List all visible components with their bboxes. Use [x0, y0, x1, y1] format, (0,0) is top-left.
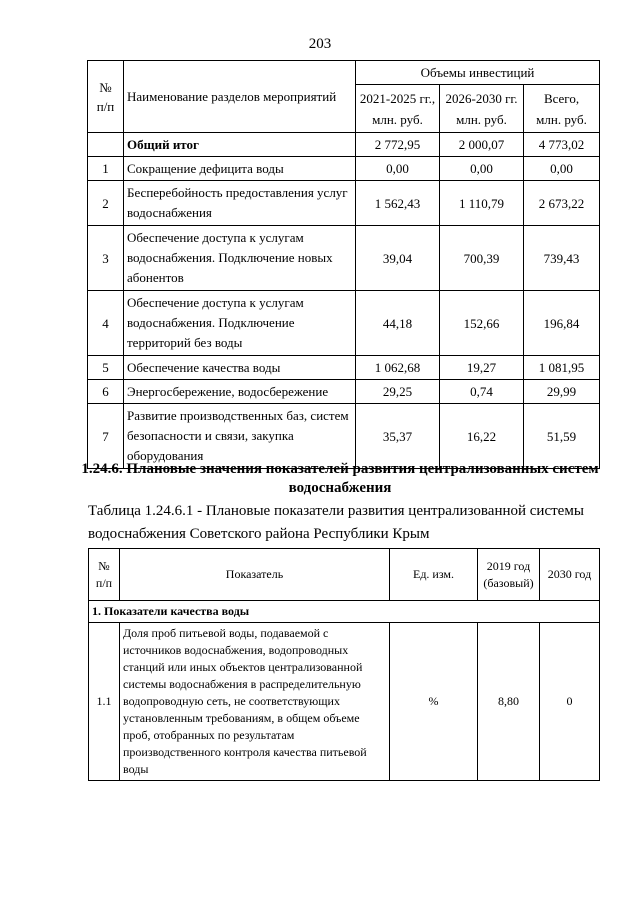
- row-p1: 29,25: [356, 380, 440, 404]
- header-volumes: Объемы инвестиций: [356, 61, 600, 85]
- row-p2: 19,27: [440, 356, 524, 380]
- section-heading: 1.24.6. Плановые значения показателей развития централизованных систем водоснабжения: [81, 461, 599, 496]
- row-target: 0: [540, 623, 600, 781]
- row-indicator: Доля проб питьевой воды, подаваемой с источников водоснабжения, водопроводных станций или иных объектов централизованной системы водоснабжения в распределительную водопроводную сеть, не соответствующих установленным требованиям, в общем объеме проб, отобранных по результатам производственного контроля качества питьевой воды: [120, 623, 390, 781]
- row-unit: %: [390, 623, 478, 781]
- row-p1: 0,00: [356, 157, 440, 181]
- row-total: 1 081,95: [524, 356, 600, 380]
- total-row-label: Общий итог: [124, 133, 356, 157]
- row-p1: 1 562,43: [356, 181, 440, 226]
- row-name: Бесперебойность предоставления услуг водоснабжения: [124, 181, 356, 226]
- table-row: [88, 181, 600, 226]
- row-total: 0,00: [524, 157, 600, 181]
- row-num: 7: [88, 404, 124, 469]
- table-row: [88, 226, 600, 291]
- section-title: 1. Показатели качества воды: [89, 601, 600, 623]
- row-p2: 152,66: [440, 291, 524, 356]
- header-period1: 2021-2025 гг., млн. руб.: [356, 85, 440, 133]
- row-num: 1.1: [89, 623, 120, 781]
- header-period2: 2026-2030 гг. млн. руб.: [440, 85, 524, 133]
- header-num: № п/п: [89, 549, 120, 601]
- row-name: Обеспечение качества воды: [124, 356, 356, 380]
- row-total: 51,59: [524, 404, 600, 469]
- header-name: Наименование разделов мероприятий: [124, 61, 356, 133]
- row-base: 8,80: [478, 623, 540, 781]
- row-p2: 700,39: [440, 226, 524, 291]
- row-name: Сокращение дефицита воды: [124, 157, 356, 181]
- row-total: 2 673,22: [524, 181, 600, 226]
- indicator-table: [88, 548, 600, 781]
- investment-table: [87, 60, 600, 469]
- header-num: № п/п: [88, 61, 124, 133]
- row-name: Обеспечение доступа к услугам водоснабжения. Подключение территорий без воды: [124, 291, 356, 356]
- row-num: 1: [88, 157, 124, 181]
- total-row-total: 4 773,02: [524, 133, 600, 157]
- row-num: 4: [88, 291, 124, 356]
- row-num: 2: [88, 181, 124, 226]
- header-unit: Ед. изм.: [390, 549, 478, 601]
- row-total: 739,43: [524, 226, 600, 291]
- header-target-year: 2030 год: [540, 549, 600, 601]
- row-name: Развитие производственных баз, систем безопасности и связи, закупка оборудования: [124, 404, 356, 469]
- table-row: [88, 356, 600, 380]
- row-p1: 44,18: [356, 291, 440, 356]
- row-p2: 0,00: [440, 157, 524, 181]
- table-caption: Таблица 1.24.6.1 - Плановые показатели развития централизованной системы водоснабжения Советского района Республики Крым: [88, 503, 584, 542]
- table-row: [89, 623, 600, 781]
- page-number: 203: [308, 36, 332, 52]
- row-name: Энергосбережение, водосбережение: [124, 380, 356, 404]
- row-p1: 39,04: [356, 226, 440, 291]
- row-total: 29,99: [524, 380, 600, 404]
- header-indicator: Показатель: [120, 549, 390, 601]
- row-p1: 1 062,68: [356, 356, 440, 380]
- table-row: [88, 291, 600, 356]
- total-row: [88, 133, 600, 157]
- row-p2: 16,22: [440, 404, 524, 469]
- header-base-year: 2019 год (базовый): [478, 549, 540, 601]
- header-total: Всего, млн. руб.: [524, 85, 600, 133]
- table-row: [88, 157, 600, 181]
- row-total: 196,84: [524, 291, 600, 356]
- table-row: [88, 380, 600, 404]
- total-row-p1: 2 772,95: [356, 133, 440, 157]
- row-num: 3: [88, 226, 124, 291]
- row-p2: 0,74: [440, 380, 524, 404]
- row-num: 6: [88, 380, 124, 404]
- total-row-p2: 2 000,07: [440, 133, 524, 157]
- row-name: Обеспечение доступа к услугам водоснабжения. Подключение новых абонентов: [124, 226, 356, 291]
- row-p2: 1 110,79: [440, 181, 524, 226]
- row-p1: 35,37: [356, 404, 440, 469]
- row-num: 5: [88, 356, 124, 380]
- table-row: [88, 404, 600, 469]
